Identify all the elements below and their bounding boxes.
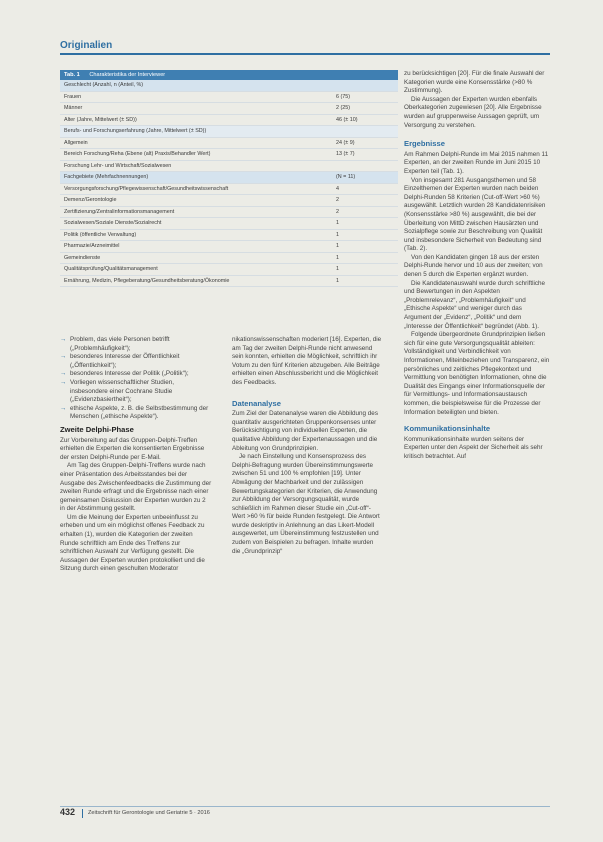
table-cell-value: 4: [336, 185, 339, 192]
arrow-bullet-icon: →: [60, 370, 67, 378]
criteria-list: [60, 336, 212, 422]
paragraph: zu berücksichtigen [20]. Für die finale Auswahl der Kategorien wurde eine Konsensstärke (>80 % Zustimmung).: [404, 70, 545, 95]
list-item-text: besonderes Interesse der Öffentlichkeit („Öffentlichkeit“);: [70, 353, 180, 369]
table-cell-value: 1: [336, 231, 339, 238]
table-row: [60, 126, 398, 138]
table-row: [60, 264, 398, 276]
paragraph: Um die Meinung der Experten unbeeinflusst zu erheben und um ein möglichst offenes Feedback zu erhalten (1), wurden die Kategorien der zweiten Runde schriftlich am Ende des Treffens zur schriftlichen Auswahl zur Verfügung gestellt. Die Aussagen der Experten wurden protokolliert und die Sitzung durch einen geschulten Moderator: [60, 513, 205, 573]
table-cell-label: Bereich Forschung/Reha (Ebene (alt) Praxis/Behandler Wert): [64, 151, 211, 158]
table-cell-label: Allgemein: [64, 139, 88, 146]
table-cell-value: 46 (± 10): [336, 116, 358, 123]
table-cell-value: (N = 11): [336, 174, 356, 181]
paragraph: nikationswissenschaften moderiert [16]. Experten, die am Tag der zweiten Delphi-Runde nicht anwesend sein konnten, erhielten die Möglichkeit, schriftlich ihr Votum zu den fünf Kriterien abzugeben. Alle Beiträge erhielten einen Abschlussbericht und die Möglichkeit des Feedbacks.: [232, 336, 382, 386]
table-row: [60, 207, 398, 219]
column-3-intro: [404, 70, 550, 130]
paragraph: Je nach Einstellung und Konsensprozess des Delphi-Befragung wurden Übereinstimmungswerte zwischen 51 und 100 % empfohlen [19]. Unter Abwägung der Machbarkeit und der zulässigen Bewertungskategorien der Kriterien, die Anwendung zur Abbildung der Versorgungsqualität, wurde schließlich im Rahmen dieser Studie ein „Cut-off“-Wert >60 % für beide Runden festgelegt. Die Antwort wurde deskriptiv in Anlehnung an das Likert-Modell ausgewertet, um Übereinstimmung festzustellen und zudem von Beispielen zu befragen. Inhalte wurden die „Grundprinzip“: [232, 453, 380, 555]
paragraph: Die Kandidatenauswahl wurde durch schriftliche und Bewertungen in den Aspekten „Problemrelevanz“, „Problemhäufigkeit“ und „Ethische Aspekte“ und weniger durch das Argument der „Evidenz“, „Politik“ und dem „Interesse der Öffentlichkeit“ begründet (Abb. 1).: [404, 279, 546, 330]
paragraph: Folgende übergeordnete Grundprinzipien ließen sich für eine gute Versorgungsqualität ableiten: Vollständigkeit und Verbindlichkeit von Informationen, Miteinbeziehen und Transparenz, ein persönliches und zeitliches Pflegekontext und Vermittlung von benötigten Informationen, ohne die Dualität des Eingangs einer Informationsquelle der für Vermittlungs- und Informationsaustausch kommen, die beispielsweise für die Prozesse der Information beteiligten und bieten.: [404, 331, 550, 416]
table-caption-label: Tab. 1: [64, 72, 80, 78]
table-row: [60, 184, 398, 196]
table-row: [60, 149, 398, 161]
heading-communication: Kommunikationsinhalte: [404, 424, 491, 434]
arrow-bullet-icon: →: [60, 404, 67, 412]
table-cell-label: Fachgebiete (Mehrfachnennungen): [64, 174, 149, 181]
table-cell-label: Gemeindienste: [64, 254, 101, 261]
arrow-bullet-icon: →: [60, 353, 67, 361]
table-cell-value: 6 (75): [336, 93, 351, 100]
table-cell-label: Zertifizierung/Zentralinformationsmanagement: [64, 208, 175, 215]
table-cell-label: Pharmazie/Arzneimittel: [64, 243, 120, 250]
table-row: [60, 241, 398, 253]
paragraph: Von den Kandidaten gingen 18 aus der ersten Delphi-Runde hervor und 10 aus der zweiten; von denen 5 durch die Experten ergänzt wurden.: [404, 253, 543, 279]
list-item: [60, 353, 212, 370]
table-caption: [60, 70, 398, 80]
list-item: [60, 405, 212, 422]
table-row: [60, 138, 398, 150]
table-cell-label: Qualitätsprüfung/Qualitätsmanagement: [64, 266, 158, 273]
heading-results: Ergebnisse: [404, 139, 445, 149]
section-label: Originalien: [60, 40, 113, 51]
table-cell-value: 2 (25): [336, 105, 351, 112]
list-item: [60, 379, 212, 405]
list-item-text: Problem, das viele Personen betrifft („Problemhäufigkeit“);: [70, 336, 170, 352]
table-body: [60, 80, 398, 287]
table-cell-value: 2: [336, 208, 339, 215]
table-row: [60, 276, 398, 288]
table-cell-label: Demenz/Gerontologie: [64, 197, 117, 204]
table-cell-value: 1: [336, 266, 339, 273]
table-cell-label: Forschung Lehr- und Wirtschaft/Sozialwesen: [64, 162, 172, 169]
table-row: [60, 230, 398, 242]
table-row: [60, 195, 398, 207]
column-3-communication: [404, 436, 550, 462]
column-3: [404, 70, 550, 462]
page-number: 432: [60, 807, 76, 817]
paragraph: Zum Ziel der Datenanalyse waren die Abbildung des quantitativ ausgerichteten Gruppenkonsenses unter Berücksichtigung von individuellen Experten, die qualitative Abbildung der Expertenaussagen und die Ableitung von Grundprinzipien.: [232, 410, 378, 452]
table-cell-value: 24 (± 9): [336, 139, 355, 146]
table-row: [60, 172, 398, 184]
column-1-text: [60, 437, 212, 575]
column-2-intro: [232, 336, 382, 388]
column-3-results: [404, 151, 550, 417]
table-cell-label: Geschlecht (Anzahl, n (Anteil, %): [64, 82, 144, 89]
list-item: [60, 336, 212, 353]
paragraph: Zur Vorbereitung auf das Gruppen-Delphi-Treffen erhielten die Experten die konsentierten Ergebnisse der ersten Delphi-Runde per E-Mail.: [60, 436, 205, 461]
paragraph: Am Tag des Gruppen-Delphi-Treffens wurde nach einer Präsentation des Arbeitsstandes bei der Ausgabe des Zwischenfeedbacks die Zustimmung der zweiten Runde erfragt und die Ergebnisse nach einer gemeinsamen Diskussion der Experten wurden zu 2 in der Abstimmung gestellt.: [60, 462, 212, 513]
table-row: [60, 103, 398, 115]
journal-name: Zeitschrift für Gerontologie und Geriatrie 5 · 2016: [88, 810, 210, 816]
table-row: [60, 253, 398, 265]
arrow-bullet-icon: →: [60, 336, 67, 343]
table-cell-value: 1: [336, 277, 339, 284]
column-2-text: [232, 410, 382, 556]
list-item-text: besonderes Interesse der Politik („Politik“);: [70, 370, 189, 378]
table-row: [60, 161, 398, 173]
list-item-text: ethische Aspekte, z. B. die Selbstbestimmung der Menschen („ethische Aspekte“).: [70, 404, 209, 421]
header-rule: [60, 53, 550, 55]
table-cell-value: 13 (± 7): [336, 151, 355, 158]
arrow-bullet-icon: →: [60, 378, 67, 386]
table-cell-label: Sozialwesen/Soziale Dienste/Sozialrecht: [64, 220, 162, 227]
heading-data-analysis: Datenanalyse: [232, 398, 281, 408]
table-cell-value: 2: [336, 197, 339, 204]
table-cell-label: Frauen: [64, 93, 82, 100]
table-cell-label: Alter (Jahre, Mittelwert (± SD)): [64, 116, 137, 123]
table-cell-label: Ernährung, Medizin, Pflegeberatung/Gesundheitsberatung/Ökonomie: [64, 277, 230, 284]
table-row: [60, 218, 398, 230]
footer-separator: [82, 809, 83, 818]
table-row: [60, 80, 398, 92]
column-1: [60, 336, 212, 574]
table-cell-label: Versorgungsforschung/Pflegewissenschaft/Gesundheitswissenschaft: [64, 185, 229, 192]
paragraph: Kommunikationsinhalte wurden seitens der Experten unter den Aspekt der Sicherheit als sehr kritisch betrachtet. Auf: [404, 435, 543, 460]
table-cell-label: Männer: [64, 105, 83, 112]
list-item-text: Vorliegen wissenschaftlicher Studien, insbesondere einer Cochrane Studie („Evidenzbasiertheit“);: [70, 378, 174, 404]
table-caption-title: Charakteristika der Interviewer: [89, 72, 166, 78]
table-cell-value: 1: [336, 243, 339, 250]
footer-rule: [60, 806, 550, 807]
paragraph: Die Aussagen der Experten wurden ebenfalls Oberkategorien zugewiesen [20]. Alle Ergebnisse wurden auf gruppenweise Aussagen geprüft, um Versorgung zu verstehen.: [404, 95, 542, 129]
table-row: [60, 115, 398, 127]
column-2: [232, 336, 382, 556]
paragraph: Von insgesamt 281 Ausgangsthemen und 58 Einzelthemen der Experten wurden nach beiden Delphi-Runden 58 Kriterien (Cut-off-Wert >60 %) ausgewählt. Letztlich wurden 28 Kandidatenrisiken (Konsensstärke >80 %) ausgewählt, die bei der Überleitung von MittD zwischen Hausärzten und Sozialpflege sowie zur Beschreibung von Qualität und insbesondere Sicherheit von Bedeutung sind (Tab. 2).: [404, 176, 546, 253]
characteristics-table: [60, 70, 398, 287]
paragraph: Am Rahmen Delphi-Runde im Mai 2015 nahmen 11 Experten, an der zweiten Runde im Juni 2015 10 Experten teil (Tab. 1).: [404, 150, 549, 175]
table-cell-label: Politik (öffentliche Verwaltung): [64, 231, 137, 238]
table-row: [60, 92, 398, 104]
table-cell-value: 1: [336, 220, 339, 227]
table-cell-value: 1: [336, 254, 339, 261]
table-cell-label: Berufs- und Forschungserfahrung (Jahre, Mittelwert (± SD)): [64, 128, 207, 135]
heading-second-delphi: Zweite Delphi-Phase: [60, 424, 134, 434]
list-item: [60, 370, 212, 379]
